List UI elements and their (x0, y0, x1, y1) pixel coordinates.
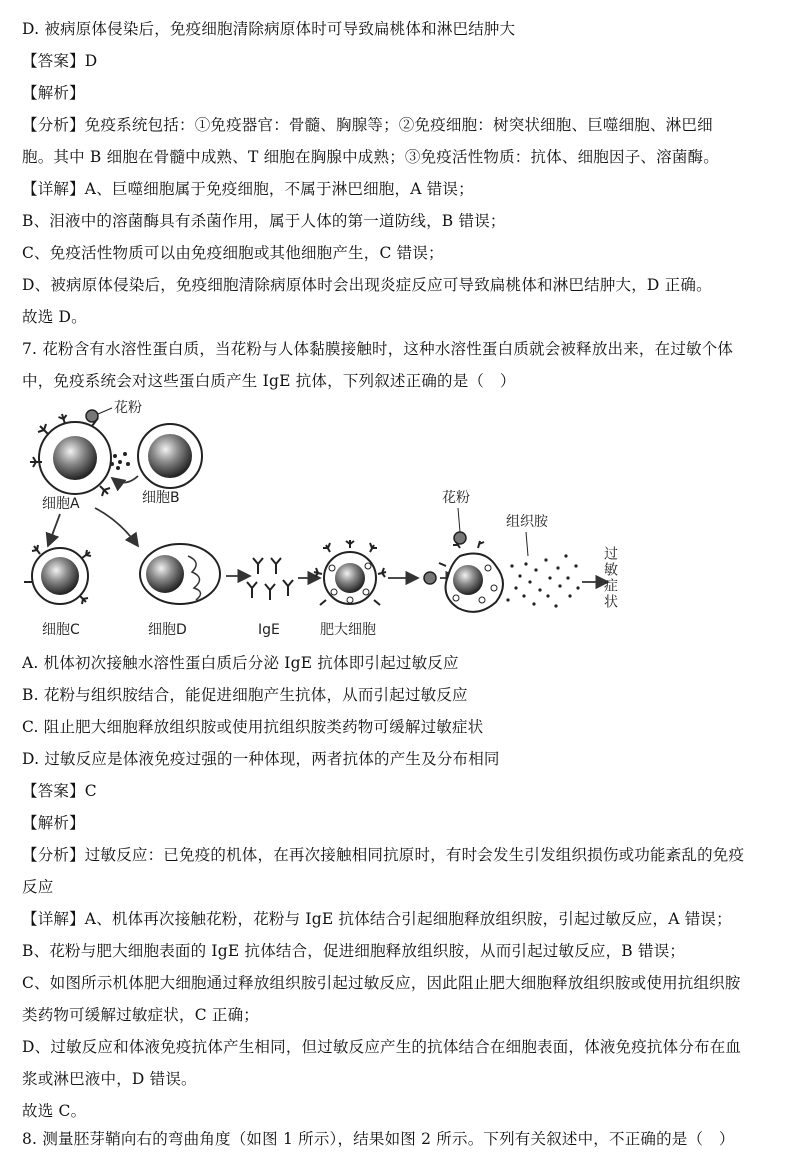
mast-cell-label: 肥大细胞 (320, 622, 376, 638)
cell-a-label: 细胞A (42, 496, 80, 512)
pollen-label: 花粉 (114, 400, 142, 416)
analysis-label: 【解析】 (22, 814, 85, 832)
cell-b (138, 424, 202, 488)
question-7-stem: 中，免疫系统会对这些蛋白质产生 IgE 抗体，下列叙述正确的是（ ） (22, 372, 516, 390)
ige-label: IgE (258, 622, 280, 638)
text-line: 【详解】A、机体再次接触花粉，花粉与 IgE 抗体结合引起细胞释放组织胺，引起过敏反应，A 错误； (22, 910, 732, 928)
option-c: C. 阻止肥大细胞释放组织胺或使用抗组织胺类药物可缓解过敏症状 (22, 718, 484, 736)
histamine-dots (506, 554, 579, 607)
pointer-line (458, 508, 460, 532)
pollen-grain-icon (86, 408, 112, 422)
text-line: C、免疫活性物质可以由免疫细胞或其他细胞产生，C 错误； (22, 244, 444, 262)
option-a: A. 机体初次接触水溶性蛋白质后分泌 IgE 抗体即引起过敏反应 (22, 654, 459, 672)
text-line: 反应 (22, 878, 54, 896)
cell-b-label: 细胞B (142, 490, 180, 506)
pointer-line (526, 532, 528, 556)
option-d: D. 过敏反应是体液免疫过强的一种体现，两者抗体的产生及分布相同 (22, 750, 500, 768)
cell-d (140, 544, 220, 604)
text-line: C、如图所示机体肥大细胞通过释放组织胺引起过敏反应，因此阻止肥大细胞释放组织胺或使用抗组织胺 (22, 974, 741, 992)
text-line: D、过敏反应和体液免疫抗体产生相同，但过敏反应产生的抗体结合在细胞表面，体液免疫抗体分布在血 (22, 1038, 742, 1056)
conclusion-line: 故选 C。 (22, 1102, 87, 1120)
conclusion-line: 故选 D。 (22, 308, 87, 326)
question-7-stem: 7. 花粉含有水溶性蛋白质，当花粉与人体黏膜接触时，这种水溶性蛋白质就会被释放出来，在过敏个体 (22, 340, 734, 358)
option-b: B. 花粉与组织胺结合，能促进细胞产生抗体，从而引起过敏反应 (22, 686, 468, 704)
text-line: D. 被病原体侵染后，免疫细胞清除病原体时可导致扁桃体和淋巴结肿大 (22, 20, 516, 38)
cell-d-label: 细胞D (148, 622, 187, 638)
ige-antibody-icon (247, 558, 293, 600)
pollen-grain-icon (424, 572, 436, 584)
text-line: D、被病原体侵染后，免疫细胞清除病原体时会出现炎症反应可导致扁桃体和淋巴结肿大，D 正确。 (22, 276, 712, 294)
cell-a (30, 414, 111, 496)
mast-cell (314, 540, 386, 605)
arrow-icon (95, 508, 138, 546)
signal-dots (110, 452, 130, 470)
histamine-label: 组织胺 (506, 514, 548, 530)
text-line: 【分析】过敏反应：已免疫的机体，在再次接触相同抗原时，有时会发生引发组织损伤或功能紊乱的免疫 (22, 846, 745, 864)
analysis-label: 【解析】 (22, 84, 85, 102)
question-8-stem: 8. 测量胚芽鞘向右的弯曲角度（如图 1 所示），结果如图 2 所示。下列有关叙述中，不正确的是（ ） (22, 1130, 735, 1148)
answer-label: 【答案】D (22, 52, 98, 70)
arrow-icon (112, 476, 138, 483)
text-line: B、泪液中的溶菌酶具有杀菌作用，属于人体的第一道防线，B 错误； (22, 212, 506, 230)
cell-c (24, 545, 91, 604)
degranulating-mast-cell (439, 541, 503, 612)
text-line: 浆或淋巴液中，D 错误。 (22, 1070, 197, 1088)
text-line: 【详解】A、巨噬细胞属于免疫细胞，不属于淋巴细胞，A 错误； (22, 180, 474, 198)
text-line: 类药物可缓解过敏症状，C 正确； (22, 1006, 259, 1024)
answer-label: 【答案】C (22, 782, 97, 800)
text-line: 胞。其中 B 细胞在骨髓中成熟、T 细胞在胸腺中成熟；③免疫活性物质：抗体、细胞因子、溶菌酶。 (22, 148, 719, 166)
pollen-label-right: 花粉 (442, 490, 470, 506)
allergy-symptom-label: 过敏症状 (602, 546, 618, 610)
cell-c-label: 细胞C (42, 622, 80, 638)
allergy-mechanism-figure (20, 396, 780, 646)
arrow-icon (48, 514, 60, 546)
text-line: 【分析】免疫系统包括：①免疫器官：骨髓、胸腺等；②免疫细胞：树突状细胞、巨噬细胞、淋巴细 (22, 116, 713, 134)
text-line: B、花粉与肥大细胞表面的 IgE 抗体结合，促进细胞释放组织胺，从而引起过敏反应，B 错误； (22, 942, 686, 960)
